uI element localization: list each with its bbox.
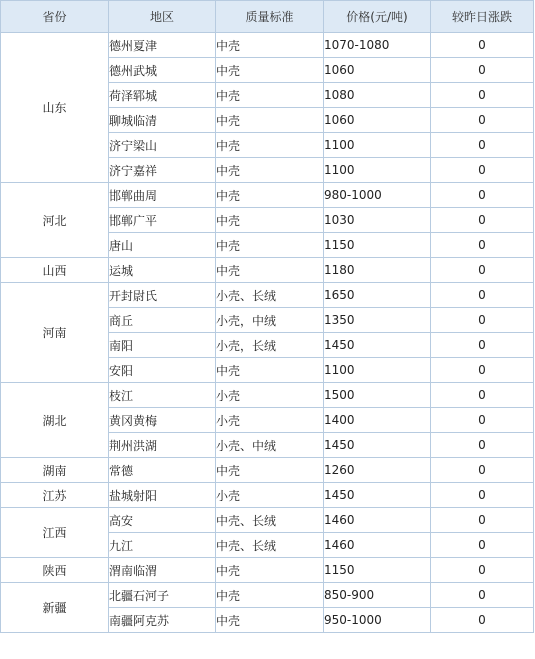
grade-cell: 中壳	[216, 33, 324, 58]
region-cell: 高安	[109, 508, 216, 533]
change-cell: 0	[431, 383, 534, 408]
price-cell: 1450	[324, 333, 431, 358]
grade-cell: 中壳、长绒	[216, 508, 324, 533]
header-price: 价格(元/吨)	[324, 1, 431, 33]
price-cell: 1350	[324, 308, 431, 333]
table-row	[1, 583, 534, 608]
change-cell: 0	[431, 558, 534, 583]
grade-cell: 小壳、中绒	[216, 433, 324, 458]
price-cell: 1030	[324, 208, 431, 233]
province-cell: 山东	[1, 33, 109, 183]
province-cell: 山西	[1, 258, 109, 283]
price-cell: 1150	[324, 233, 431, 258]
table-row	[1, 283, 534, 308]
region-cell: 开封尉氏	[109, 283, 216, 308]
price-cell: 1400	[324, 408, 431, 433]
change-cell: 0	[431, 533, 534, 558]
price-cell: 1100	[324, 133, 431, 158]
price-cell: 1150	[324, 558, 431, 583]
price-cell: 950-1000	[324, 608, 431, 633]
province-cell: 江西	[1, 508, 109, 558]
change-cell: 0	[431, 233, 534, 258]
grade-cell: 中壳	[216, 558, 324, 583]
region-cell: 聊城临清	[109, 108, 216, 133]
table-row	[1, 458, 534, 483]
table-row	[1, 258, 534, 283]
region-cell: 南阳	[109, 333, 216, 358]
change-cell: 0	[431, 308, 534, 333]
table-row	[1, 183, 534, 208]
grade-cell: 中壳	[216, 83, 324, 108]
region-cell: 荷泽郓城	[109, 83, 216, 108]
table-row	[1, 508, 534, 533]
change-cell: 0	[431, 583, 534, 608]
price-cell: 1070-1080	[324, 33, 431, 58]
province-cell: 陕西	[1, 558, 109, 583]
region-cell: 北疆石河子	[109, 583, 216, 608]
change-cell: 0	[431, 283, 534, 308]
grade-cell: 小壳	[216, 483, 324, 508]
region-cell: 德州武城	[109, 58, 216, 83]
grade-cell: 中壳	[216, 358, 324, 383]
province-cell: 湖北	[1, 383, 109, 458]
change-cell: 0	[431, 508, 534, 533]
grade-cell: 中壳	[216, 158, 324, 183]
grade-cell: 中壳、长绒	[216, 533, 324, 558]
region-cell: 九江	[109, 533, 216, 558]
header-province: 省份	[1, 1, 109, 33]
price-cell: 1180	[324, 258, 431, 283]
table-row	[1, 558, 534, 583]
table-header	[1, 1, 534, 33]
region-cell: 商丘	[109, 308, 216, 333]
grade-cell: 小壳	[216, 408, 324, 433]
grade-cell: 中壳	[216, 608, 324, 633]
region-cell: 渭南临渭	[109, 558, 216, 583]
table-row	[1, 483, 534, 508]
province-cell: 河北	[1, 183, 109, 258]
price-cell: 1460	[324, 508, 431, 533]
region-cell: 德州夏津	[109, 33, 216, 58]
grade-cell: 小壳、长绒	[216, 283, 324, 308]
price-cell: 1100	[324, 158, 431, 183]
region-cell: 安阳	[109, 358, 216, 383]
price-cell: 1100	[324, 358, 431, 383]
price-cell: 1260	[324, 458, 431, 483]
province-cell: 河南	[1, 283, 109, 383]
change-cell: 0	[431, 258, 534, 283]
grade-cell: 中壳	[216, 208, 324, 233]
change-cell: 0	[431, 358, 534, 383]
grade-cell: 中壳	[216, 133, 324, 158]
change-cell: 0	[431, 158, 534, 183]
header-change: 较昨日涨跌	[431, 1, 534, 33]
region-cell: 邯郸广平	[109, 208, 216, 233]
region-cell: 常德	[109, 458, 216, 483]
province-cell: 江苏	[1, 483, 109, 508]
region-cell: 济宁嘉祥	[109, 158, 216, 183]
grade-cell: 中壳	[216, 233, 324, 258]
change-cell: 0	[431, 333, 534, 358]
region-cell: 唐山	[109, 233, 216, 258]
price-cell: 1060	[324, 108, 431, 133]
grade-cell: 中壳	[216, 58, 324, 83]
price-cell: 1060	[324, 58, 431, 83]
header-region: 地区	[109, 1, 216, 33]
grade-cell: 中壳	[216, 458, 324, 483]
region-cell: 邯郸曲周	[109, 183, 216, 208]
change-cell: 0	[431, 208, 534, 233]
price-cell: 1650	[324, 283, 431, 308]
price-cell: 1500	[324, 383, 431, 408]
change-cell: 0	[431, 33, 534, 58]
region-cell: 枝江	[109, 383, 216, 408]
grade-cell: 中壳	[216, 183, 324, 208]
region-cell: 荆州洪湖	[109, 433, 216, 458]
grade-cell: 小壳，长绒	[216, 333, 324, 358]
change-cell: 0	[431, 108, 534, 133]
price-cell: 1080	[324, 83, 431, 108]
price-cell: 1450	[324, 483, 431, 508]
price-cell: 980-1000	[324, 183, 431, 208]
price-cell: 850-900	[324, 583, 431, 608]
region-cell: 运城	[109, 258, 216, 283]
grade-cell: 小壳，中绒	[216, 308, 324, 333]
change-cell: 0	[431, 408, 534, 433]
region-cell: 济宁梁山	[109, 133, 216, 158]
region-cell: 盐城射阳	[109, 483, 216, 508]
province-cell: 新疆	[1, 583, 109, 633]
grade-cell: 中壳	[216, 583, 324, 608]
change-cell: 0	[431, 458, 534, 483]
change-cell: 0	[431, 483, 534, 508]
price-cell: 1460	[324, 533, 431, 558]
change-cell: 0	[431, 133, 534, 158]
price-cell: 1450	[324, 433, 431, 458]
region-cell: 黄冈黄梅	[109, 408, 216, 433]
region-cell: 南疆阿克苏	[109, 608, 216, 633]
table-body	[1, 33, 534, 633]
change-cell: 0	[431, 433, 534, 458]
grade-cell: 小壳	[216, 383, 324, 408]
province-cell: 湖南	[1, 458, 109, 483]
grade-cell: 中壳	[216, 258, 324, 283]
grade-cell: 中壳	[216, 108, 324, 133]
header-grade: 质量标准	[216, 1, 324, 33]
change-cell: 0	[431, 58, 534, 83]
change-cell: 0	[431, 608, 534, 633]
change-cell: 0	[431, 183, 534, 208]
header-row	[1, 1, 534, 33]
table-row	[1, 383, 534, 408]
change-cell: 0	[431, 83, 534, 108]
table-row	[1, 33, 534, 58]
